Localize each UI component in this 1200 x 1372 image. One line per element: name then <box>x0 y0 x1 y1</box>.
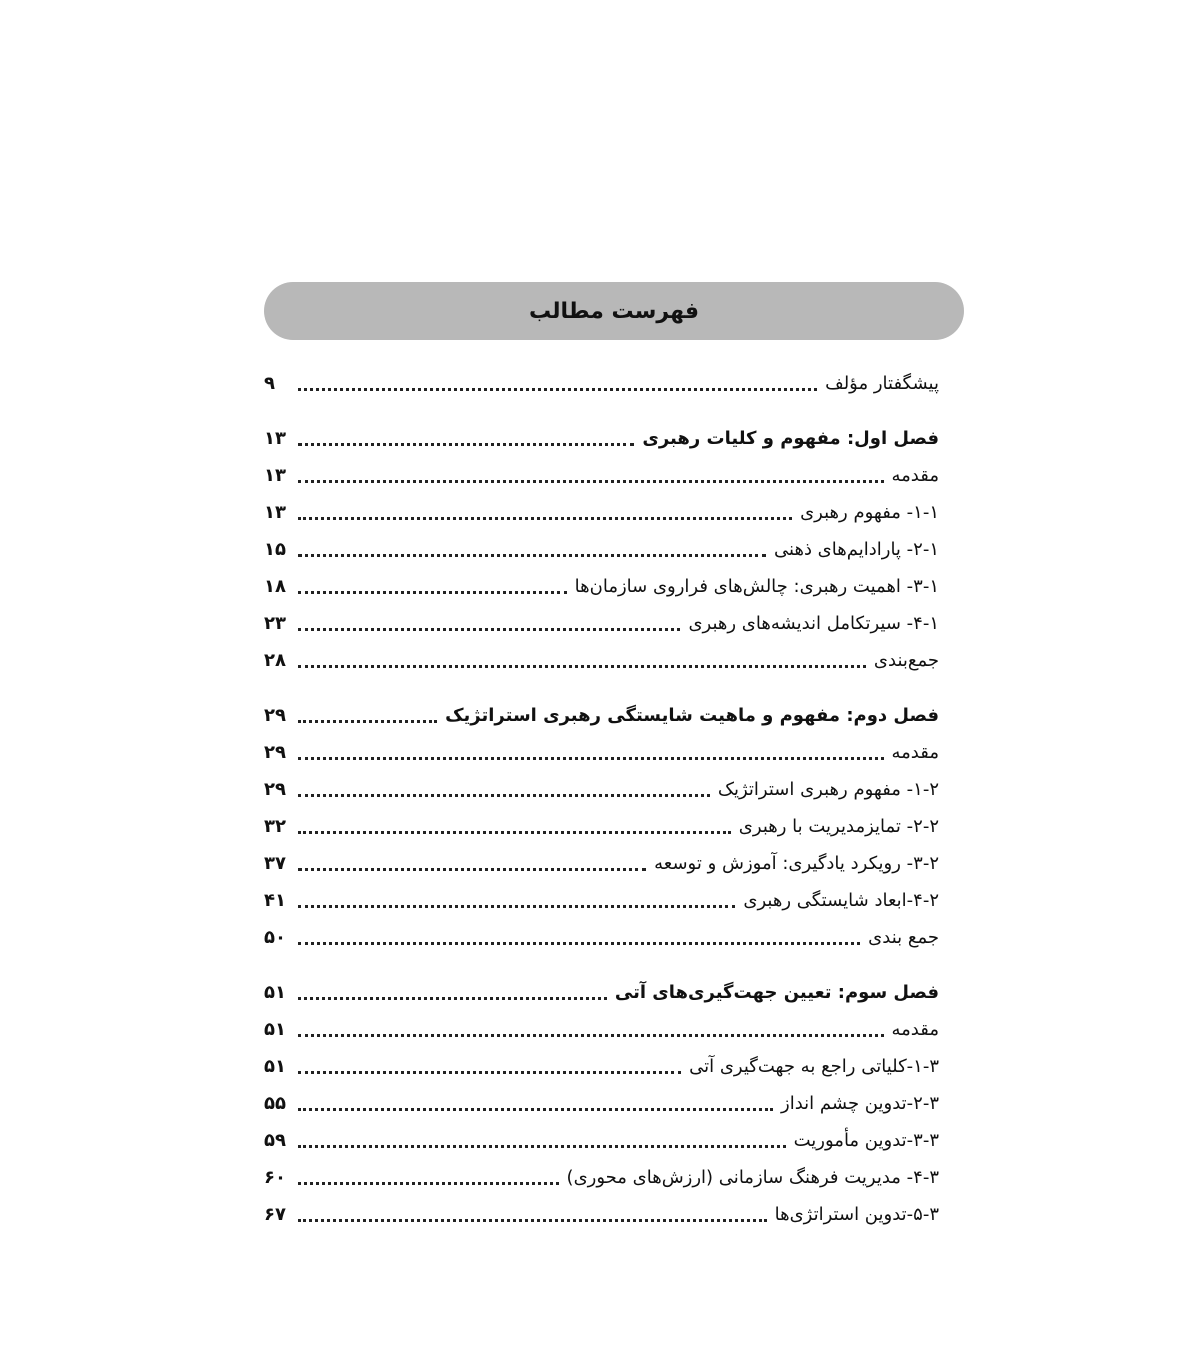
toc-entry-label: مقدمه <box>891 1018 939 1040</box>
toc-entry <box>264 882 939 919</box>
toc-entry-page: ۴۱ <box>264 889 286 911</box>
dot-leader <box>298 794 710 797</box>
toc-entry-label: مقدمه <box>891 741 939 763</box>
dot-leader <box>298 1182 559 1185</box>
toc-entry-page: ۲۹ <box>264 778 286 800</box>
toc-entry-page: ۵۰ <box>264 926 286 948</box>
dot-leader <box>298 554 766 557</box>
toc-entry-page: ۶۷ <box>264 1203 286 1225</box>
toc-entry <box>264 1159 939 1196</box>
toc-entry-page: ۹ <box>264 372 275 394</box>
toc-entry-page: ۵۱ <box>264 1055 286 1077</box>
toc-entry-page: ۵۵ <box>264 1092 286 1114</box>
toc-entry-label: جمع‌بندی <box>873 649 939 671</box>
toc-entry-page: ۵۱ <box>264 981 286 1003</box>
toc-entry-label: جمع بندی <box>868 926 939 948</box>
toc-entry-page: ۱۳ <box>264 427 286 449</box>
toc-entry-label: مقدمه <box>891 464 939 486</box>
toc-entry-label: ۴-۲-ابعاد شایستگی رهبری <box>743 889 939 911</box>
toc-chapter-entry <box>264 697 939 734</box>
toc-entry <box>264 845 939 882</box>
toc-entry-page: ۱۳ <box>264 501 286 523</box>
dot-leader <box>298 665 866 668</box>
toc-entry-page: ۵۱ <box>264 1018 286 1040</box>
dot-leader <box>298 591 567 594</box>
toc-entry-label: ۳-۲- رویکرد یادگیری: آموزش و توسعه <box>654 852 939 874</box>
dot-leader <box>298 1219 767 1222</box>
toc-entry-label: فصل دوم: مفهوم و ماهیت شایستگی رهبری استراتژیک <box>445 704 939 726</box>
toc-entry <box>264 494 939 531</box>
dot-leader <box>298 1108 773 1111</box>
toc-entry-label: ۳-۳-تدوین مأموریت <box>793 1129 939 1151</box>
toc-entry-label: ۱-۲- مفهوم رهبری استراتژیک <box>717 778 939 800</box>
toc-entry <box>264 605 939 642</box>
toc-entry <box>264 771 939 808</box>
toc-entry <box>264 919 939 956</box>
toc-chapter-entry <box>264 974 939 1011</box>
toc-entry-page: ۲۹ <box>264 741 286 763</box>
toc-entry-label: فصل اول: مفهوم و کلیات رهبری <box>642 427 939 449</box>
dot-leader <box>298 443 634 446</box>
toc-entry <box>264 1122 939 1159</box>
dot-leader <box>298 628 680 631</box>
toc-chapter-entry <box>264 420 939 457</box>
dot-leader <box>298 517 792 520</box>
toc-entry <box>264 1048 939 1085</box>
toc-entry <box>264 1011 939 1048</box>
page-title: فهرست مطالب <box>528 298 700 324</box>
dot-leader <box>298 720 437 723</box>
toc-entry <box>264 1085 939 1122</box>
toc-entry-page: ۱۸ <box>264 575 286 597</box>
dot-leader <box>298 942 860 945</box>
dot-leader <box>298 388 817 391</box>
toc-entry-label: ۴-۳- مدیریت فرهنگ سازمانی (ارزش‌های محوری) <box>566 1166 939 1188</box>
dot-leader <box>298 1034 884 1037</box>
toc-entry-label: ۱-۳-کلیاتی راجع به جهت‌گیری آتی <box>689 1055 939 1077</box>
dot-leader <box>298 831 731 834</box>
toc-entry <box>264 365 939 402</box>
toc-entry <box>264 531 939 568</box>
toc-entry <box>264 734 939 771</box>
toc-entry <box>264 457 939 494</box>
toc-entry <box>264 1196 939 1233</box>
toc-entry-page: ۶۰ <box>264 1166 286 1188</box>
toc-entry-label: ۲-۱- پارادایم‌های ذهنی <box>774 538 939 560</box>
dot-leader <box>298 997 607 1000</box>
toc-entry-page: ۲۹ <box>264 704 286 726</box>
dot-leader <box>298 868 646 871</box>
toc-entry-label: ۳-۱- اهمیت رهبری: چالش‌های فراروی سازمان‌ها <box>574 575 939 597</box>
toc-entry-page: ۲۸ <box>264 649 286 671</box>
toc-entry <box>264 568 939 605</box>
toc-entry <box>264 808 939 845</box>
dot-leader <box>298 1071 681 1074</box>
toc-entry <box>264 642 939 679</box>
toc-entry-page: ۱۵ <box>264 538 286 560</box>
dot-leader <box>298 757 884 760</box>
toc-list <box>264 365 939 1233</box>
dot-leader <box>298 1145 786 1148</box>
toc-entry-page: ۲۳ <box>264 612 286 634</box>
toc-entry-page: ۵۹ <box>264 1129 286 1151</box>
toc-header-banner <box>264 282 964 340</box>
toc-entry-label: پیشگفتار مؤلف <box>825 372 939 394</box>
toc-entry-label: فصل سوم: تعیین جهت‌گیری‌های آتی <box>614 981 939 1003</box>
toc-entry-page: ۳۲ <box>264 815 286 837</box>
dot-leader <box>298 905 735 908</box>
toc-entry-page: ۳۷ <box>264 852 286 874</box>
toc-entry-label: ۵-۳-تدوین استراتژی‌ها <box>774 1203 939 1225</box>
toc-entry-label: ۲-۲- تمایزمدیریت با رهبری <box>738 815 939 837</box>
toc-entry-page: ۱۳ <box>264 464 286 486</box>
toc-entry-label: ۴-۱- سیرتکامل اندیشه‌های رهبری <box>688 612 939 634</box>
toc-entry-label: ۱-۱- مفهوم رهبری <box>800 501 939 523</box>
dot-leader <box>298 480 884 483</box>
toc-entry-label: ۲-۳-تدوین چشم انداز <box>781 1092 939 1114</box>
